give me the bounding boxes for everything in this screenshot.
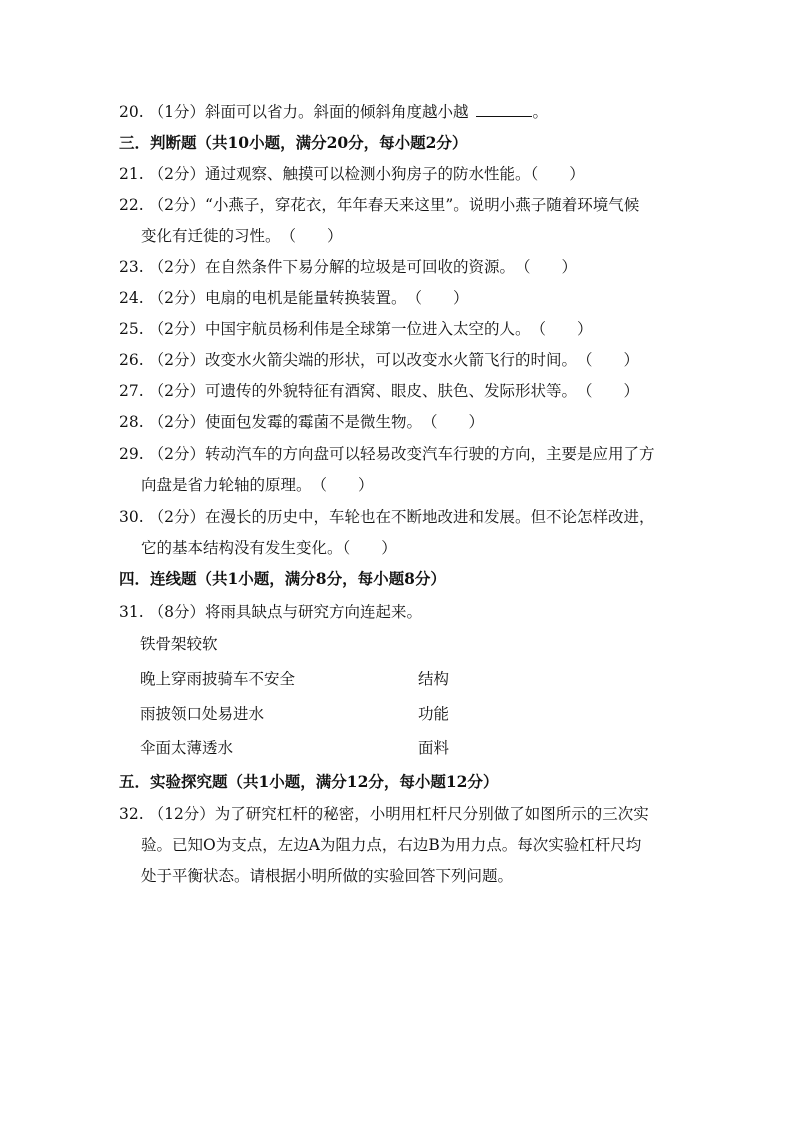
question-29-line2: 向盘是省力轮轴的原理。 （ ） — [141, 476, 374, 494]
question-26: 26. （2分）改变水火箭尖端的形状，可以改变水火箭飞行的时间。 （ ） — [119, 351, 639, 369]
match-left-item[interactable]: 铁骨架较软 — [140, 635, 218, 653]
question-22-line1: 22. （2分）“小燕子，穿花衣，年年春天来这里”。说明小燕子随着环境气候 — [119, 196, 640, 214]
question-21: 21. （2分）通过观察、触摸可以检测小狗房子的防水性能。（ ） — [119, 165, 585, 183]
section-heading-experiment: 五．实验探究题（共1小题，满分12分，每小题12分） — [119, 772, 499, 791]
question-32-line3: 处于平衡状态。请根据小明所做的实验回答下列问题。 — [141, 867, 514, 885]
section-heading-matching: 四．连线题（共1小题，满分8分，每小题8分） — [119, 569, 446, 588]
question-32-line2: 验。已知O为支点，左边A为阻力点，右边B为用力点。每次实验杠杆尺均 — [141, 836, 642, 854]
question-20-text: 20. （1分）斜面可以省力。斜面的倾斜角度越小越 — [119, 103, 469, 121]
question-29-line1: 29. （2分）转动汽车的方向盘可以轻易改变汽车行驶的方向，主要是应用了方 — [119, 445, 655, 463]
question-22-line2: 变化有迁徙的习性。 （ ） — [141, 227, 343, 245]
match-left-item[interactable]: 雨披领口处易进水 — [140, 705, 265, 723]
question-30-line2: 它的基本结构没有发生变化。（ ） — [141, 539, 397, 557]
answer-blank[interactable] — [476, 102, 532, 117]
question-27: 27. （2分）可遗传的外貌特征有酒窝、眼皮、肤色、发际形状等。 （ ） — [119, 382, 639, 400]
match-right-item[interactable]: 功能 — [418, 705, 450, 723]
question-20-end: 。 — [532, 103, 548, 121]
question-28: 28. （2分）使面包发霉的霉菌不是微生物。 （ ） — [119, 413, 484, 431]
question-23: 23. （2分）在自然条件下易分解的垃圾是可回收的资源。 （ ） — [119, 258, 577, 276]
section-heading-judgment: 三．判断题（共10小题，满分20分，每小题2分） — [119, 133, 468, 152]
question-24: 24. （2分）电扇的电机是能量转换装置。 （ ） — [119, 289, 469, 307]
match-left-item[interactable]: 晚上穿雨披骑车不安全 — [140, 670, 296, 688]
match-left-item[interactable]: 伞面太薄透水 — [140, 739, 234, 757]
match-right-item[interactable]: 结构 — [418, 670, 450, 688]
question-31: 31. （8分）将雨具缺点与研究方向连起来。 — [119, 603, 422, 621]
question-20 — [119, 101, 548, 123]
question-30-line1: 30. （2分）在漫长的历史中，车轮也在不断地改进和发展。但不论怎样改进， — [119, 508, 655, 526]
match-right-item[interactable]: 面料 — [418, 739, 450, 757]
question-25: 25. （2分）中国宇航员杨利伟是全球第一位进入太空的人。 （ ） — [119, 320, 593, 338]
question-32-line1: 32. （12分）为了研究杠杆的秘密，小明用杠杆尺分别做了如图所示的三次实 — [119, 805, 649, 823]
